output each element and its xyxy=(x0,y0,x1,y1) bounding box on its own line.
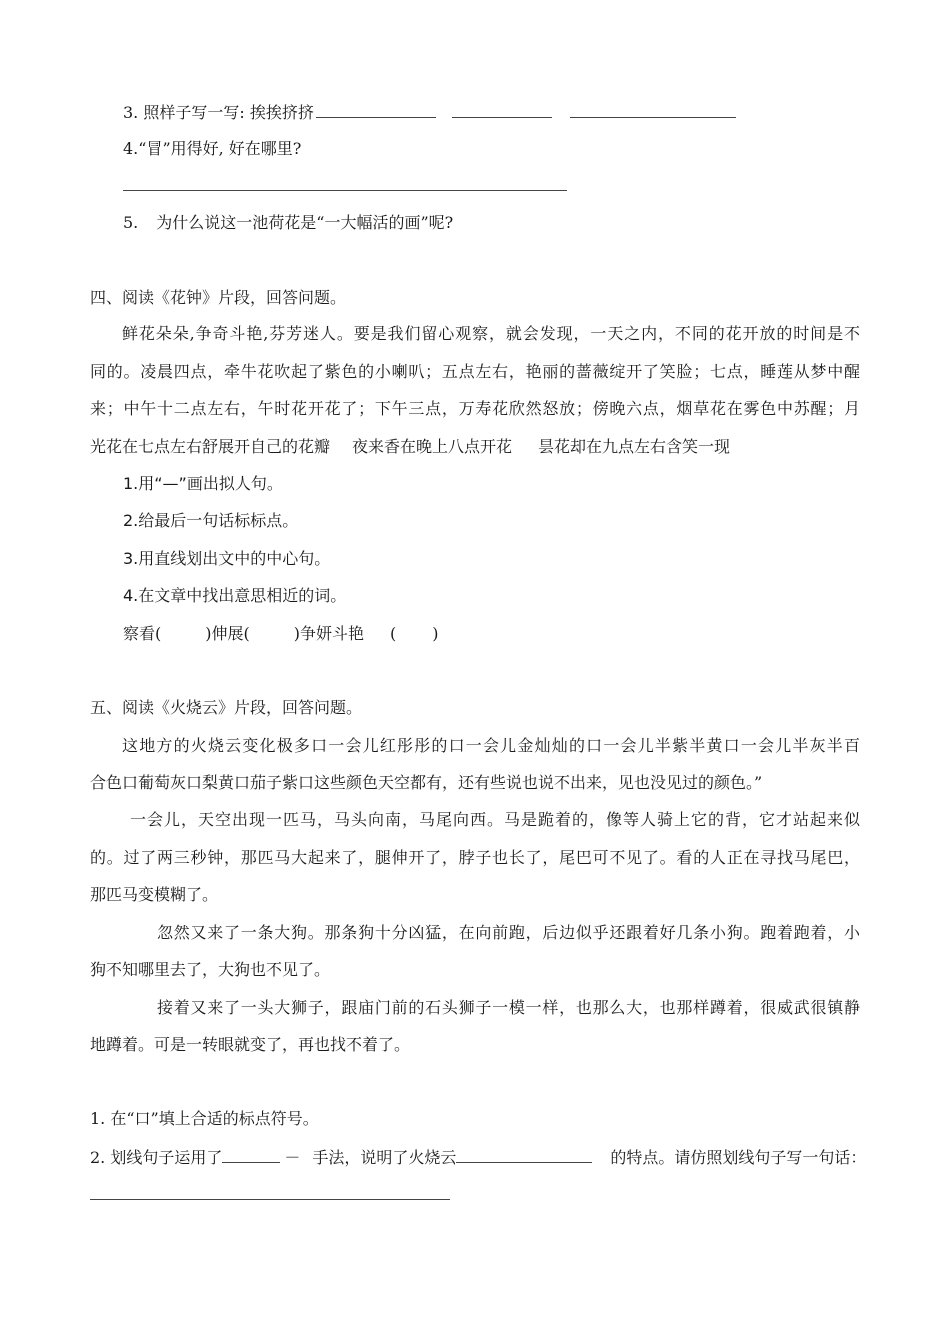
passage-line: 一会儿，天空出现一匹马，马头向南，马尾向西。马是跪着的，像等人骑上它的背，它才站起来似 xyxy=(130,810,860,829)
question-3 xyxy=(123,548,330,570)
synonym-prompt: 察看( xyxy=(123,624,162,643)
question-5 xyxy=(123,212,453,234)
passage-line: 来；中午十二点左右，午时花开花了；下午三点，万寿花欣然怒放；傍晚六点，烟草花在雾色中苏醒；月 xyxy=(90,399,860,418)
passage-line: 鲜花朵朵,争奇斗艳,芬芳迷人。要是我们留心观察，就会发现，一天之内，不同的花开放的时间是不 xyxy=(122,324,860,343)
question-text: 手法，说明了火烧云 xyxy=(312,1148,457,1167)
passage-line: 的。过了两三秒钟，那匹马大起来了，腿伸开了，脖子也长了，尾巴可不见了。看的人正在寻找马尾巴， xyxy=(90,848,860,867)
question-3-label: 3. 照样子写一写: 挨挨挤挤 xyxy=(123,103,314,122)
question-5-number: 5. xyxy=(123,213,139,232)
answer-blank[interactable] xyxy=(222,1146,280,1163)
section-4-heading: 四、阅读《花钟》片段，回答问题。 xyxy=(90,288,347,307)
question-text: － xyxy=(284,1148,301,1167)
synonym-prompt: ) xyxy=(432,624,439,643)
synonym-prompt: ( xyxy=(390,624,397,643)
passage-segment: 光花在七点左右舒展开自己的花瓣 xyxy=(90,437,331,456)
answer-blank[interactable] xyxy=(570,101,736,118)
passage-line: 这地方的火烧云变化极多口一会儿红彤彤的口一会儿金灿灿的口一会儿半紫半黄口一会儿半灰半百 xyxy=(122,736,860,755)
synonym-prompt: )争妍斗艳 xyxy=(293,624,364,643)
synonym-row xyxy=(123,623,439,645)
question-1 xyxy=(123,473,283,495)
passage-line: 忽然又来了一条大狗。那条狗十分凶猛，在向前跑，后边似乎还跟着好几条小狗。跑着跑着，小 xyxy=(157,923,860,942)
passage-line: 地蹲着。可是一转眼就变了，再也找不着了。 xyxy=(90,1035,411,1054)
answer-blank[interactable] xyxy=(456,1146,592,1163)
question-text: 1.用“—”画出拟人句。 xyxy=(123,474,283,493)
passage-line xyxy=(90,436,730,458)
passage-line: 合色口葡萄灰口梨黄口茄子紫口这些颜色天空都有，还有些说也说不出来，见也没见过的颜色。” xyxy=(90,773,763,792)
answer-line[interactable] xyxy=(90,1199,450,1200)
passage-line: 那匹马变模糊了。 xyxy=(90,885,219,904)
passage-segment: 昙花却在九点左右含笑一现 xyxy=(538,437,731,456)
answer-blank[interactable] xyxy=(316,101,436,118)
question-4 xyxy=(123,585,346,607)
answer-blank[interactable] xyxy=(452,101,552,118)
passage-line: 同的。凌晨四点，牵牛花吹起了紫色的小喇叭；五点左右，艳丽的蔷薇绽开了笑脸；七点，睡莲从梦中醒 xyxy=(90,362,860,381)
question-text: 4.在文章中找出意思相近的词。 xyxy=(123,586,347,605)
question-4: 4.“冒”用得好, 好在哪里? xyxy=(123,139,302,158)
question-text: 3.用直线划出文中的中心句。 xyxy=(123,549,331,568)
question-text: 2. 划线句子运用了 xyxy=(90,1148,223,1167)
passage-segment: 夜来香在晚上八点开花 xyxy=(352,437,513,456)
answer-line[interactable] xyxy=(123,190,567,191)
passage-line: 接着又来了一头大狮子，跟庙门前的石头狮子一模一样，也那么大，也那样蹲着，很威武很镇静 xyxy=(157,998,860,1017)
question-3 xyxy=(123,101,736,124)
section-5-heading: 五、阅读《火烧云》片段，回答问题。 xyxy=(90,698,363,717)
question-1: 1. 在“口”填上合适的标点符号。 xyxy=(90,1109,319,1128)
passage-line: 狗不知哪里去了，大狗也不见了。 xyxy=(90,960,331,979)
question-2 xyxy=(123,510,298,532)
synonym-prompt: )伸展( xyxy=(205,624,250,643)
question-5-text: 为什么说这一池荷花是“一大幅活的画”呢? xyxy=(156,213,454,232)
question-text: 2.给最后一句话标标点。 xyxy=(123,511,299,530)
question-2 xyxy=(90,1146,866,1169)
question-text: 的特点。请仿照划线句子写一句话： xyxy=(610,1148,867,1167)
